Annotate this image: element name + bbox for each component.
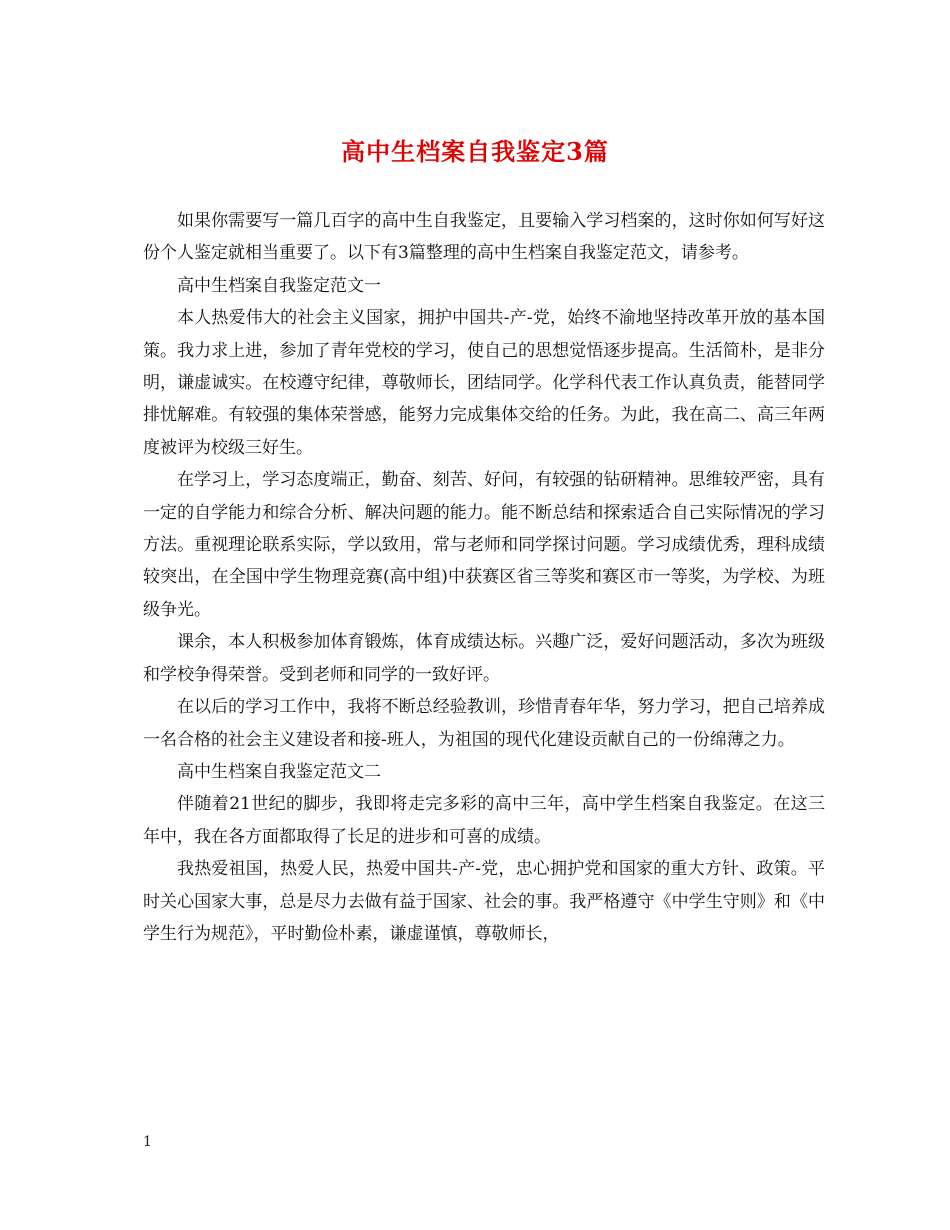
page-number: 1 — [143, 1134, 152, 1150]
body-paragraph: 课余，本人积极参加体育锻炼，体育成绩达标。兴趣广泛，爱好问题活动，多次为班级和学校争得荣誉。受到老师和同学的一致好评。 — [143, 632, 825, 685]
intro-paragraph: 如果你需要写一篇几百字的高中生自我鉴定，且要输入学习档案的，这时你如何写好这份个人鉴定就相当重要了。以下有3篇整理的高中生档案自我鉴定范文，请参考。 — [143, 211, 825, 264]
body-paragraph: 我热爱祖国，热爱人民，热爱中国共-产-党，忠心拥护党和国家的重大方针、政策。平时关心国家大事，总是尽力去做有益于国家、社会的事。我严格遵守《中学生守则》和《中学生行为规范》，平时勤俭朴素，谦虚谨慎，尊敬师长， — [143, 859, 825, 944]
body-paragraph: 在学习上，学习态度端正，勤奋、刻苦、好问，有较强的钻研精神。思维较严密，具有一定的自学能力和综合分析、解决问题的能力。能不断总结和探索适合自己实际情况的学习方法。重视理论联系实际，学以致用，常与老师和同学探讨问题。学习成绩优秀，理科成绩较突出，在全国中学生物理竞赛(高中组)中获赛区省三等奖和赛区市一等奖，为学校、为班级争光。 — [143, 470, 825, 620]
section-heading-2: 高中生档案自我鉴定范文二 — [177, 761, 381, 782]
document-body — [143, 205, 825, 950]
body-paragraph: 本人热爱伟大的社会主义国家，拥护中国共-产-党，始终不渝地坚持改革开放的基本国策。我力求上进，参加了青年党校的学习，使自己的思想觉悟逐步提高。生活简朴，是非分明，谦虚诚实。在校遵守纪律，尊敬师长，团结同学。化学科代表工作认真负责，能替同学排忧解难。有较强的集体荣誉感，能努力完成集体交给的任务。为此，我在高二、高三年两度被评为校级三好生。 — [143, 308, 825, 458]
body-paragraph: 在以后的学习工作中，我将不断总经验教训，珍惜青春年华，努力学习，把自己培养成一名合格的社会主义建设者和接-班人，为祖国的现代化建设贡献自己的一份绵薄之力。 — [143, 697, 825, 750]
document-title: 高中生档案自我鉴定3篇 — [341, 137, 609, 166]
section-heading-1: 高中生档案自我鉴定范文一 — [177, 275, 381, 296]
body-paragraph: 伴随着21世纪的脚步，我即将走完多彩的高中三年，高中学生档案自我鉴定。在这三年中，我在各方面都取得了长足的进步和可喜的成绩。 — [143, 794, 825, 847]
